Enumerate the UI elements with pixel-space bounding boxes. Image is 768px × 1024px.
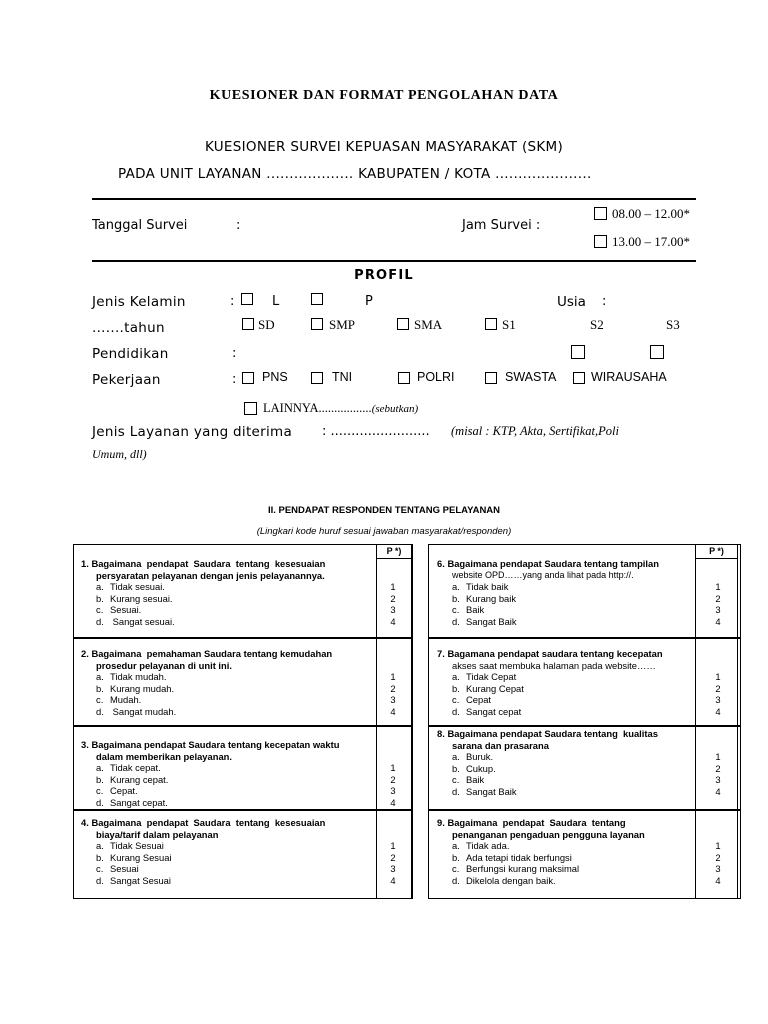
score-value[interactable]: 3 bbox=[715, 863, 721, 874]
answer-option: b. Ada tetapi tidak berfungsi bbox=[452, 851, 572, 863]
left-score-header: P *) bbox=[377, 545, 411, 559]
question-number: 9. bbox=[437, 817, 445, 828]
service-dots: : ........................ bbox=[322, 424, 430, 439]
question-text: Bagaimana pendapat Saudara tentang kecepatan waktu bbox=[91, 739, 340, 750]
gender-l-label: L bbox=[272, 294, 280, 309]
score-value[interactable]: 4 bbox=[390, 705, 396, 717]
question-number: 2. bbox=[81, 648, 89, 659]
job-tni-checkbox[interactable] bbox=[311, 372, 323, 384]
question-text: Bagaimana pendapat Saudara tentang bbox=[447, 817, 626, 828]
education-colon: : bbox=[232, 346, 237, 361]
job-other-checkbox[interactable] bbox=[244, 402, 257, 415]
score-value[interactable]: 4 bbox=[715, 874, 721, 886]
score-value[interactable]: 1 bbox=[390, 671, 396, 682]
answer-option: d. Dikelola dengan baik. bbox=[452, 874, 556, 886]
left-question-1 bbox=[81, 558, 367, 627]
right-score-header: P *) bbox=[696, 545, 737, 559]
answer-option: d. Sangat Baik bbox=[452, 615, 517, 627]
education-smp-checkbox[interactable] bbox=[311, 318, 323, 330]
score-value[interactable]: 4 bbox=[715, 705, 721, 717]
education-s3-checkbox[interactable] bbox=[650, 345, 664, 359]
score-value[interactable]: 2 bbox=[715, 762, 721, 774]
divider-top bbox=[92, 198, 696, 200]
job-polri-label: POLRI bbox=[417, 370, 455, 384]
answer-option: a. Tidak cepat. bbox=[96, 762, 161, 773]
job-tni-label: TNI bbox=[332, 370, 353, 384]
profile-title: PROFIL bbox=[354, 268, 414, 283]
right-question-7-scores bbox=[711, 671, 725, 717]
time-option-1-checkbox[interactable] bbox=[594, 207, 607, 220]
score-value[interactable]: 2 bbox=[715, 682, 721, 694]
right-question-6 bbox=[437, 558, 697, 627]
service-label: Jenis Layanan yang diterima bbox=[92, 424, 293, 440]
answer-option: c. Baik bbox=[452, 604, 485, 615]
question-text: prosedur pelayanan di unit ini. bbox=[96, 659, 232, 671]
score-value[interactable]: 1 bbox=[715, 751, 721, 762]
education-label: Pendidikan bbox=[92, 346, 169, 362]
right-question-7 bbox=[437, 648, 697, 717]
left-question-2 bbox=[81, 648, 367, 717]
document-title: KUESIONER DAN FORMAT PENGOLAHAN DATA bbox=[209, 88, 559, 103]
answer-option: d. Sangat cepat bbox=[452, 705, 522, 717]
job-other-note: (sebutkan) bbox=[371, 403, 419, 415]
answer-option: b. Kurang mudah. bbox=[96, 682, 175, 694]
score-value[interactable]: 4 bbox=[390, 615, 396, 627]
answer-option: a. Tidak baik bbox=[452, 581, 509, 592]
gender-p-checkbox[interactable] bbox=[311, 293, 323, 305]
divider-bottom bbox=[92, 260, 696, 262]
job-wirausaha-checkbox[interactable] bbox=[573, 372, 585, 384]
score-value[interactable]: 3 bbox=[715, 604, 721, 615]
answer-option: c. Sesuai. bbox=[96, 604, 142, 615]
score-value[interactable]: 2 bbox=[390, 851, 396, 863]
answer-option: b. Kurang Sesuai bbox=[96, 851, 172, 863]
answer-option: d. Sangat sesuai. bbox=[96, 615, 175, 627]
age-colon: : bbox=[602, 294, 607, 309]
education-sma-label: SMA bbox=[414, 317, 443, 332]
answer-option: b. Cukup. bbox=[452, 762, 496, 774]
gender-p-label: P bbox=[365, 294, 373, 309]
right-question-6-scores bbox=[711, 581, 725, 627]
score-value[interactable]: 1 bbox=[715, 581, 721, 592]
education-sd-label: SD bbox=[258, 317, 275, 332]
question-text: Bagaimana pendapat Saudara tentang tampilan bbox=[447, 558, 659, 569]
job-other-text: LAINNYA................. bbox=[263, 401, 372, 415]
answer-option: b. Kurang Cepat bbox=[452, 682, 524, 694]
education-s1-label: S1 bbox=[502, 317, 516, 332]
score-value[interactable]: 3 bbox=[715, 694, 721, 705]
gender-label: Jenis Kelamin bbox=[92, 294, 186, 310]
right-question-8-scores bbox=[711, 751, 725, 797]
time-label: Jam Survei : bbox=[462, 218, 541, 233]
question-text: akses saat membuka halaman pada website…… bbox=[452, 659, 656, 671]
survey-title: KUESIONER SURVEI KEPUASAN MASYARAKAT (SKM) bbox=[204, 139, 564, 155]
left-question-3-scores bbox=[386, 762, 400, 808]
score-value[interactable]: 4 bbox=[715, 785, 721, 797]
question-text: biaya/tarif dalam pelayanan bbox=[96, 828, 219, 840]
question-text: website OPD……yang anda lihat pada http://. bbox=[452, 569, 634, 580]
section2-subtitle: (Lingkari kode huruf sesuai jawaban masyarakat/responden) bbox=[256, 526, 512, 537]
education-s2-label: S2 bbox=[590, 317, 604, 332]
education-sd-checkbox[interactable] bbox=[242, 318, 254, 330]
question-number: 8. bbox=[437, 728, 445, 739]
answer-option: c. Cepat. bbox=[96, 785, 138, 796]
age-unit: .......tahun bbox=[92, 320, 165, 336]
right-row-separator bbox=[428, 725, 741, 727]
job-pns-checkbox[interactable] bbox=[242, 372, 254, 384]
gender-colon: : bbox=[230, 294, 235, 309]
date-colon: : bbox=[236, 218, 241, 233]
answer-option: b. Kurang cepat. bbox=[96, 773, 169, 785]
left-question-4 bbox=[81, 817, 367, 886]
answer-option: d. Sangat mudah. bbox=[96, 705, 177, 717]
answer-option: d. Sangat Sesuai bbox=[96, 874, 171, 886]
job-swasta-checkbox[interactable] bbox=[485, 372, 497, 384]
education-s1-checkbox[interactable] bbox=[485, 318, 497, 330]
score-value[interactable]: 4 bbox=[390, 796, 396, 808]
score-value[interactable]: 1 bbox=[715, 671, 721, 682]
education-smp-label: SMP bbox=[329, 317, 356, 332]
education-sma-checkbox[interactable] bbox=[397, 318, 409, 330]
question-text: sarana dan prasarana bbox=[452, 739, 549, 751]
question-text: persyaratan pelayanan dengan jenis pelayanannya. bbox=[96, 569, 325, 581]
education-s2-checkbox[interactable] bbox=[571, 345, 585, 359]
education-s3-label: S3 bbox=[666, 317, 680, 332]
answer-option: c. Cepat bbox=[452, 694, 492, 705]
score-value[interactable]: 2 bbox=[390, 682, 396, 694]
date-label: Tanggal Survei bbox=[92, 218, 188, 233]
answer-option: a. Tidak mudah. bbox=[96, 671, 167, 682]
left-row-separator bbox=[73, 725, 413, 727]
time-option-1-label: 08.00 – 12.00* bbox=[612, 206, 690, 221]
score-value[interactable]: 1 bbox=[390, 840, 396, 851]
question-text: Bagaimana pemahaman Saudara tentang kemudahan bbox=[91, 648, 333, 659]
left-row-separator bbox=[73, 637, 413, 639]
job-swasta-label: SWASTA bbox=[505, 370, 557, 384]
question-number: 4. bbox=[81, 817, 89, 828]
left-question-1-scores bbox=[386, 581, 400, 627]
answer-option: a. Tidak sesuai. bbox=[96, 581, 165, 592]
score-value[interactable]: 2 bbox=[715, 592, 721, 604]
score-value[interactable]: 3 bbox=[390, 863, 396, 874]
question-number: 6. bbox=[437, 558, 445, 569]
question-text: penanganan pengaduan pengguna layanan bbox=[452, 828, 645, 840]
answer-option: b. Kurang baik bbox=[452, 592, 517, 604]
right-question-8 bbox=[437, 728, 697, 797]
right-row-separator bbox=[428, 809, 741, 811]
score-value[interactable]: 3 bbox=[390, 604, 396, 615]
question-text: Bagamana pendapat saudara tentang kecepatan bbox=[447, 648, 663, 659]
left-question-3 bbox=[81, 739, 367, 808]
score-value[interactable]: 4 bbox=[715, 615, 721, 627]
gender-l-checkbox[interactable] bbox=[241, 293, 253, 305]
answer-option: c. Berfungsi kurang maksimal bbox=[452, 863, 580, 874]
score-value[interactable]: 3 bbox=[390, 694, 396, 705]
right-row-separator bbox=[428, 637, 741, 639]
time-option-2-label: 13.00 – 17.00* bbox=[612, 234, 690, 249]
service-example-line1: (misal : KTP, Akta, Sertifikat,Poli bbox=[451, 424, 619, 438]
job-label: Pekerjaan bbox=[92, 372, 161, 388]
score-value[interactable]: 1 bbox=[390, 581, 396, 592]
question-line bbox=[81, 558, 367, 570]
right-question-9 bbox=[437, 817, 697, 886]
answer-option: a. Tidak Cepat bbox=[452, 671, 517, 682]
question-text: Bagaimana pendapat Saudara tentang kesesuaian bbox=[91, 817, 326, 828]
unit-line: PADA UNIT LAYANAN ................... KABUPATEN / KOTA ..................... bbox=[118, 166, 592, 182]
score-value[interactable]: 2 bbox=[390, 592, 396, 604]
score-value[interactable]: 4 bbox=[390, 874, 396, 886]
left-question-2-scores bbox=[386, 671, 400, 717]
answer-option: d. Sangat cepat. bbox=[96, 796, 168, 808]
age-label: Usia bbox=[557, 294, 586, 310]
job-wirausaha-label: WIRAUSAHA bbox=[591, 370, 667, 384]
left-row-separator bbox=[73, 809, 413, 811]
section2-title: II. PENDAPAT RESPONDEN TENTANG PELAYANAN bbox=[267, 505, 501, 516]
job-colon: : bbox=[232, 372, 237, 387]
score-value[interactable]: 3 bbox=[390, 785, 396, 796]
job-polri-checkbox[interactable] bbox=[398, 372, 410, 384]
score-value[interactable]: 1 bbox=[715, 840, 721, 851]
right-question-9-scores bbox=[711, 840, 725, 886]
score-value[interactable]: 2 bbox=[390, 773, 396, 785]
question-number: 3. bbox=[81, 739, 89, 750]
answer-option: c. Sesuai bbox=[96, 863, 139, 874]
answer-option: a. Buruk. bbox=[452, 751, 494, 762]
job-pns-label: PNS bbox=[262, 370, 288, 384]
score-value[interactable]: 3 bbox=[715, 774, 721, 785]
question-number: 1. bbox=[81, 558, 89, 569]
time-option-2-checkbox[interactable] bbox=[594, 235, 607, 248]
service-example-line2: Umum, dll) bbox=[92, 447, 147, 461]
question-text: Bagaimana pendapat Saudara tentang kualitas bbox=[447, 728, 658, 739]
left-question-4-scores bbox=[386, 840, 400, 886]
answer-option: b. Kurang sesuai. bbox=[96, 592, 173, 604]
answer-option: d. Sangat Baik bbox=[452, 785, 517, 797]
score-value[interactable]: 2 bbox=[715, 851, 721, 863]
answer-option: a. Tidak Sesuai bbox=[96, 840, 164, 851]
answer-option: c. Baik bbox=[452, 774, 485, 785]
question-text: dalam memberikan pelayanan. bbox=[96, 750, 232, 762]
answer-option: c. Mudah. bbox=[96, 694, 142, 705]
question-number: 7. bbox=[437, 648, 445, 659]
question-text: Bagaimana pendapat Saudara tentang kesesuaian bbox=[91, 558, 326, 569]
answer-option: a. Tidak ada. bbox=[452, 840, 510, 851]
score-value[interactable]: 1 bbox=[390, 762, 396, 773]
job-other-label bbox=[263, 401, 418, 416]
